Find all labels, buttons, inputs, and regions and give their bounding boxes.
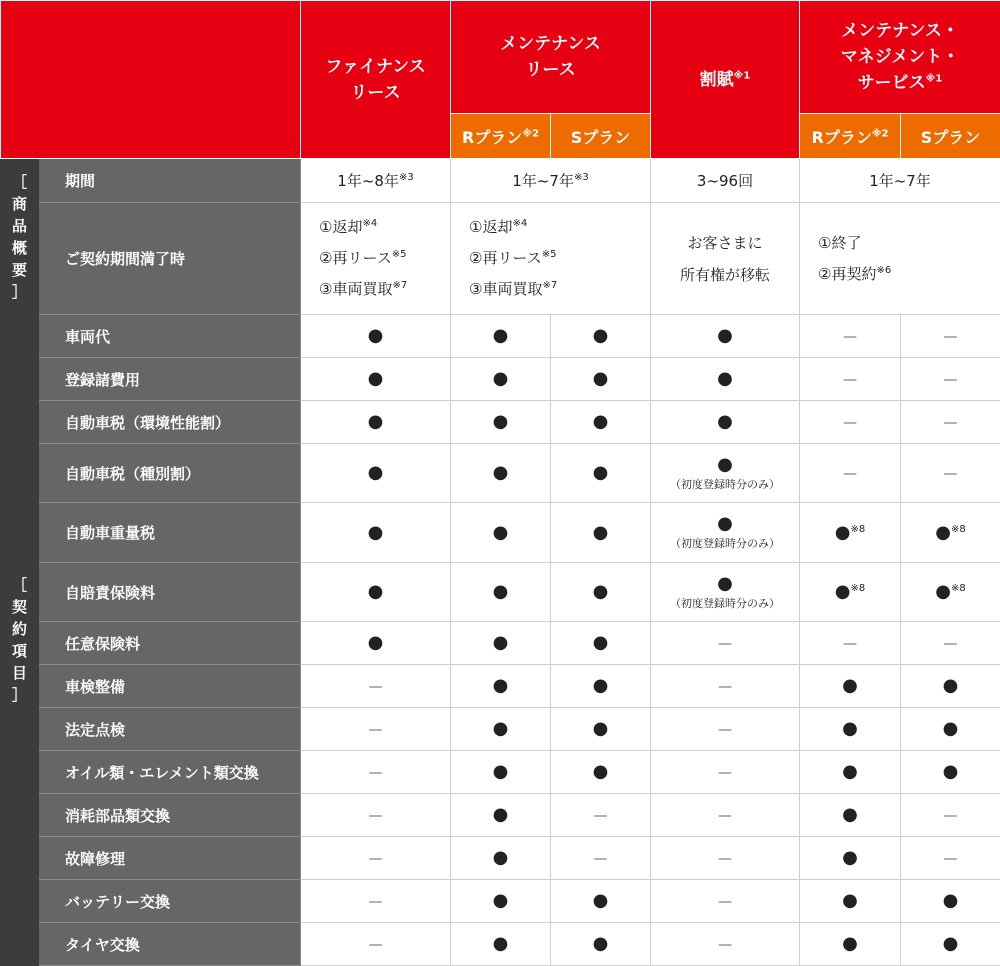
cell-included — [451, 794, 551, 837]
cell-included — [301, 503, 451, 563]
group-char: 目 — [11, 664, 27, 682]
not-included-dash-icon: — — [843, 415, 858, 431]
period-maint-value: 1年~7年 — [512, 172, 574, 190]
row-label-oil-element-replacement: オイル類・エレメント類交換 — [39, 751, 301, 794]
cell-included — [901, 708, 1000, 751]
cell-included — [451, 837, 551, 880]
cell-included — [800, 665, 901, 708]
cell-not-included — [901, 444, 1000, 503]
cell-included-first-reg — [651, 503, 800, 563]
not-included-dash-icon: — — [943, 415, 958, 431]
included-dot-icon: ● — [935, 581, 951, 602]
expiry-option-note: ※5 — [541, 249, 557, 260]
header-finance-lease — [301, 1, 451, 159]
header-maint-line1: メンテナンス — [500, 34, 601, 54]
group-char: 商 — [11, 194, 27, 213]
cell-included — [551, 751, 651, 794]
first-registration-note: （初度登録時分のみ） — [670, 537, 781, 550]
cell-not-included — [901, 622, 1000, 665]
cell-not-included — [651, 708, 800, 751]
included-dot-icon: ● — [367, 325, 384, 346]
cell-included-note8 — [901, 563, 1000, 622]
header-finance-line1: ファイナンス — [325, 56, 426, 77]
included-dot-icon: ● — [842, 933, 858, 954]
row-label-legal-inspection: 法定点検 — [39, 708, 301, 751]
row-label-vehicle-inspection: 車検整備 — [39, 665, 301, 708]
maint-r-plan-note: ※2 — [522, 128, 539, 140]
cell-not-included — [800, 622, 901, 665]
cell-included — [451, 622, 551, 665]
included-dot-icon: ● — [942, 718, 959, 739]
cell-not-included — [301, 880, 451, 923]
included-dot-icon: ● — [492, 632, 509, 653]
cell-included — [901, 880, 1000, 923]
cell-included — [800, 751, 901, 794]
note8-marker: ※8 — [951, 523, 966, 535]
cell-included — [651, 315, 800, 358]
group-product-overview — [1, 159, 39, 315]
expiry-option-note: ※5 — [391, 249, 407, 260]
first-registration-note: （初度登録時分のみ） — [670, 477, 781, 491]
included-dot-icon: ● — [367, 462, 384, 483]
included-dot-icon: ● — [592, 462, 609, 483]
cell-included — [651, 358, 800, 401]
cell-included — [451, 708, 551, 751]
included-dot-icon: ● — [592, 675, 609, 696]
cell-not-included — [301, 751, 451, 794]
included-dot-icon: ● — [842, 847, 858, 868]
cell-included — [451, 880, 551, 923]
included-dot-icon: ● — [492, 325, 509, 346]
mms-r-plan — [800, 114, 901, 159]
cell-included — [551, 358, 651, 401]
cell-included — [800, 880, 901, 923]
cell-not-included — [651, 837, 800, 880]
expiry-option-note: ※4 — [512, 218, 528, 229]
cell-not-included — [901, 401, 1000, 444]
cell-included-note8 — [800, 563, 901, 622]
header-installment — [651, 1, 800, 159]
expiry-option-note: ※7 — [542, 280, 558, 291]
row-label-weight-tax: 自動車重量税 — [39, 503, 301, 563]
cell-included — [901, 923, 1000, 966]
expiry-option: ①返却 — [469, 218, 513, 236]
header-installment-note: ※1 — [733, 69, 751, 81]
not-included-dash-icon: — — [718, 722, 733, 738]
period-finance-note: ※3 — [398, 172, 414, 183]
included-dot-icon: ● — [842, 675, 858, 696]
not-included-dash-icon: — — [718, 894, 733, 910]
not-included-dash-icon: — — [593, 808, 608, 824]
cell-included-first-reg — [651, 563, 800, 622]
note8-marker: ※8 — [850, 523, 866, 535]
period-maint — [451, 159, 651, 203]
cell-included — [451, 401, 551, 444]
included-dot-icon: ● — [842, 890, 858, 911]
cell-not-included — [901, 358, 1000, 401]
included-dot-icon: ● — [942, 890, 959, 911]
header-finance-line2: リース — [350, 82, 401, 103]
not-included-dash-icon: — — [718, 765, 733, 781]
included-dot-icon: ● — [717, 453, 733, 475]
row-label-breakdown-repair: 故障修理 — [39, 837, 301, 880]
cell-not-included — [800, 315, 901, 358]
included-dot-icon: ● — [592, 718, 609, 739]
cell-not-included — [551, 837, 651, 880]
cell-included — [451, 358, 551, 401]
included-dot-icon: ● — [935, 521, 951, 543]
group-char: ］ — [11, 686, 27, 704]
cell-included — [551, 503, 651, 563]
expiry-option: ③車両買取 — [469, 280, 543, 298]
period-finance — [301, 159, 451, 203]
cell-included — [551, 444, 651, 503]
included-dot-icon: ● — [717, 513, 733, 534]
not-included-dash-icon: — — [368, 679, 383, 695]
cell-not-included — [800, 401, 901, 444]
cell-included — [551, 708, 651, 751]
included-dot-icon: ● — [492, 718, 509, 739]
row-label-period: 期間 — [39, 159, 301, 203]
header-mms-note: ※1 — [925, 73, 943, 85]
row-label-env-performance-tax: 自動車税（環境性能割） — [39, 401, 301, 444]
included-dot-icon: ● — [492, 933, 509, 954]
row-label-contract-expiry: ご契約期間満了時 — [39, 203, 301, 315]
included-dot-icon: ● — [492, 675, 509, 696]
group-contract-items — [1, 315, 39, 966]
cell-not-included — [800, 444, 901, 503]
cell-included — [301, 444, 451, 503]
maint-s-plan-label: Sプラン — [570, 127, 631, 147]
expiry-option-note: ※7 — [392, 280, 408, 291]
group-char: ［ — [11, 576, 27, 594]
row-label-vehicle-price: 車両代 — [39, 315, 301, 358]
included-dot-icon: ● — [842, 804, 858, 825]
cell-included — [901, 665, 1000, 708]
cell-not-included — [901, 315, 1000, 358]
header-mms-line3: サービス — [857, 73, 926, 93]
included-dot-icon: ● — [367, 581, 384, 602]
cell-not-included — [651, 665, 800, 708]
group-char: ］ — [11, 282, 27, 301]
included-dot-icon: ● — [717, 325, 733, 346]
cell-not-included — [301, 794, 451, 837]
included-dot-icon: ● — [592, 325, 609, 346]
included-dot-icon: ● — [592, 368, 609, 389]
header-installment-label: 割賦 — [699, 69, 734, 90]
expiry-maint — [451, 203, 651, 315]
cell-included — [901, 751, 1000, 794]
cell-not-included — [901, 837, 1000, 880]
row-label-battery-replacement: バッテリー交換 — [39, 880, 301, 923]
cell-not-included — [651, 622, 800, 665]
header-mms-line2: マネジメント・ — [840, 47, 960, 67]
note8-marker: ※8 — [951, 583, 966, 594]
included-dot-icon: ● — [492, 761, 509, 782]
mms-s-plan — [901, 114, 1000, 159]
cell-included — [301, 563, 451, 622]
included-dot-icon: ● — [942, 761, 959, 782]
expiry-finance — [301, 203, 451, 315]
expiry-installment-line1: お客さまに — [687, 233, 763, 252]
note8-marker: ※8 — [850, 583, 866, 594]
included-dot-icon: ● — [592, 890, 609, 911]
not-included-dash-icon: — — [368, 937, 383, 953]
expiry-mms — [800, 203, 1000, 315]
included-dot-icon: ● — [492, 804, 509, 825]
mms-r-plan-label: Rプラン — [811, 127, 872, 147]
expiry-installment-line2: 所有権が移転 — [680, 265, 771, 284]
included-dot-icon: ● — [492, 368, 509, 389]
expiry-option: ②再契約 — [818, 264, 877, 283]
included-dot-icon: ● — [367, 368, 384, 389]
included-dot-icon: ● — [492, 847, 509, 868]
included-dot-icon: ● — [592, 761, 609, 782]
cell-included — [551, 563, 651, 622]
first-registration-note: （初度登録時分のみ） — [670, 596, 781, 610]
included-dot-icon: ● — [492, 462, 509, 483]
cell-included — [451, 503, 551, 563]
cell-included — [451, 923, 551, 966]
period-installment: 3~96回 — [651, 159, 800, 203]
cell-included — [551, 315, 651, 358]
not-included-dash-icon: — — [368, 765, 383, 781]
cell-not-included — [301, 923, 451, 966]
header-corner — [1, 1, 301, 159]
included-dot-icon: ● — [492, 890, 509, 911]
included-dot-icon: ● — [717, 368, 733, 389]
not-included-dash-icon: — — [943, 808, 958, 824]
expiry-option-note: ※6 — [876, 264, 892, 276]
not-included-dash-icon: — — [943, 466, 958, 482]
included-dot-icon: ● — [592, 632, 609, 653]
cell-not-included — [551, 794, 651, 837]
cell-not-included — [651, 880, 800, 923]
cell-included-first-reg — [651, 444, 800, 503]
not-included-dash-icon: — — [368, 808, 383, 824]
group-char: ［ — [11, 172, 27, 191]
included-dot-icon: ● — [592, 521, 609, 543]
period-mms: 1年~7年 — [800, 159, 1000, 203]
included-dot-icon: ● — [592, 933, 609, 954]
maint-r-plan — [451, 114, 551, 159]
cell-included — [451, 751, 551, 794]
cell-included — [301, 401, 451, 444]
included-dot-icon: ● — [942, 933, 959, 954]
period-finance-value: 1年~8年 — [337, 172, 399, 190]
cell-not-included — [651, 923, 800, 966]
not-included-dash-icon: — — [843, 636, 858, 652]
group-char: 概 — [11, 238, 27, 257]
mms-r-plan-note: ※2 — [871, 128, 889, 140]
cell-not-included — [301, 708, 451, 751]
expiry-option: ③車両買取 — [319, 280, 393, 298]
cell-included — [301, 358, 451, 401]
cell-included-note8 — [901, 503, 1000, 563]
expiry-option: ②再リース — [319, 249, 392, 267]
included-dot-icon: ● — [834, 581, 851, 602]
period-maint-note: ※3 — [573, 172, 589, 183]
not-included-dash-icon: — — [843, 372, 858, 388]
not-included-dash-icon: — — [368, 894, 383, 910]
included-dot-icon: ● — [367, 521, 384, 543]
row-label-voluntary-insurance: 任意保険料 — [39, 622, 301, 665]
cell-included — [800, 708, 901, 751]
included-dot-icon: ● — [367, 411, 384, 432]
included-dot-icon: ● — [842, 718, 858, 739]
cell-included — [551, 880, 651, 923]
included-dot-icon: ● — [492, 581, 509, 602]
maint-r-plan-label: Rプラン — [461, 127, 523, 147]
cell-not-included — [800, 358, 901, 401]
not-included-dash-icon: — — [843, 329, 858, 345]
cell-included — [451, 444, 551, 503]
maint-s-plan — [551, 114, 651, 159]
group-char: 品 — [11, 216, 27, 235]
expiry-option: ②再リース — [469, 249, 542, 267]
row-label-consumable-parts: 消耗部品類交換 — [39, 794, 301, 837]
cell-included — [551, 622, 651, 665]
row-label-type-tax: 自動車税（種別割） — [39, 444, 301, 503]
cell-included-note8 — [800, 503, 901, 563]
header-maintenance-management-service — [800, 1, 1000, 114]
cell-included — [800, 794, 901, 837]
included-dot-icon: ● — [842, 761, 858, 782]
group-char: 約 — [11, 620, 27, 638]
not-included-dash-icon: — — [943, 636, 958, 652]
row-label-compulsory-insurance: 自賠責保険料 — [39, 563, 301, 622]
not-included-dash-icon: — — [943, 851, 958, 867]
row-label-tire-replacement: タイヤ交換 — [39, 923, 301, 966]
included-dot-icon: ● — [942, 675, 959, 696]
group-char: 契 — [11, 598, 27, 616]
cell-not-included — [301, 837, 451, 880]
included-dot-icon: ● — [492, 411, 509, 432]
group-char: 要 — [11, 260, 27, 279]
cell-included — [651, 401, 800, 444]
cell-included — [451, 665, 551, 708]
expiry-option: ①終了 — [818, 233, 862, 252]
included-dot-icon: ● — [717, 572, 733, 594]
cell-included — [800, 837, 901, 880]
header-maint-line2: リース — [525, 60, 576, 80]
not-included-dash-icon: — — [593, 851, 608, 867]
included-dot-icon: ● — [592, 411, 609, 432]
group-char: 項 — [11, 642, 27, 660]
cell-included — [301, 315, 451, 358]
not-included-dash-icon: — — [368, 851, 383, 867]
not-included-dash-icon: — — [368, 722, 383, 738]
cell-included — [451, 563, 551, 622]
included-dot-icon: ● — [367, 632, 384, 653]
cell-included — [551, 665, 651, 708]
not-included-dash-icon: — — [943, 329, 958, 345]
cell-included — [301, 622, 451, 665]
expiry-installment — [651, 203, 800, 315]
expiry-option: ①返却 — [319, 218, 363, 236]
cell-included — [451, 315, 551, 358]
not-included-dash-icon: — — [843, 466, 858, 482]
mms-s-plan-label: Sプラン — [920, 127, 981, 147]
included-dot-icon: ● — [717, 411, 733, 432]
cell-included — [551, 923, 651, 966]
included-dot-icon: ● — [592, 581, 609, 602]
header-maintenance-lease — [451, 1, 651, 114]
not-included-dash-icon: — — [718, 679, 733, 695]
not-included-dash-icon: — — [718, 808, 733, 824]
expiry-option-note: ※4 — [362, 218, 378, 229]
cell-not-included — [901, 794, 1000, 837]
cell-included — [800, 923, 901, 966]
cell-not-included — [651, 751, 800, 794]
not-included-dash-icon: — — [718, 937, 733, 953]
header-mms-line1: メンテナンス・ — [841, 21, 959, 41]
not-included-dash-icon: — — [718, 851, 733, 867]
row-label-registration-fees: 登録諸費用 — [39, 358, 301, 401]
included-dot-icon: ● — [834, 521, 851, 543]
not-included-dash-icon: — — [718, 636, 733, 652]
cell-not-included — [301, 665, 451, 708]
cell-included — [551, 401, 651, 444]
cell-not-included — [651, 794, 800, 837]
included-dot-icon: ● — [492, 521, 509, 543]
not-included-dash-icon: — — [943, 372, 958, 388]
